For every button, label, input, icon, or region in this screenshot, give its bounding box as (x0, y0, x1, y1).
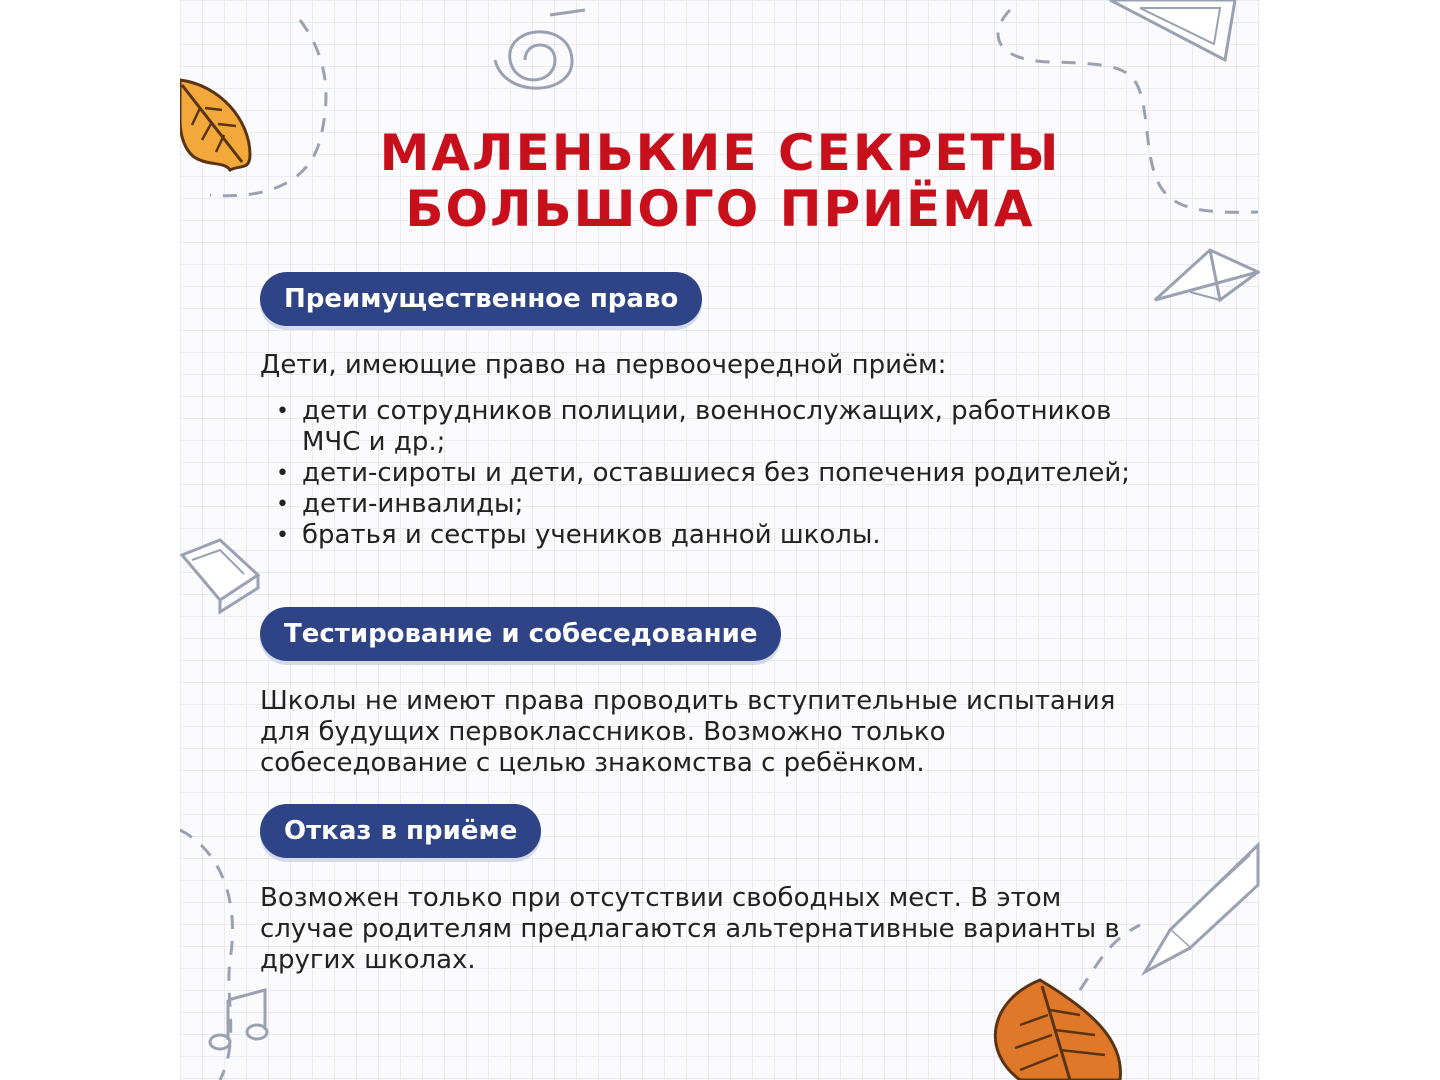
list-item: • дети-сироты и дети, оставшиеся без попечения родителей; (260, 458, 1160, 489)
music-note-icon (210, 990, 267, 1049)
spiral-icon (495, 10, 585, 88)
leaf-icon (995, 980, 1120, 1080)
dashed-path (180, 830, 233, 1080)
page-title-line-1: МАЛЕНЬКИЕ СЕКРЕТЫ (379, 124, 1061, 182)
pencil-icon (1145, 845, 1258, 972)
list-item: • дети-инвалиды; (260, 489, 1160, 520)
section-intro: Дети, имеющие право на первоочередной приём: (260, 350, 947, 380)
section-heading-testing: Тестирование и собеседование (260, 607, 781, 661)
priority-list (260, 396, 1160, 551)
section-text-testing: Школы не имеют права проводить вступительные испытания для будущих первоклассников. Возможно только собеседование с целью знакомства с ребёнком. (260, 686, 1116, 778)
paper-plane-icon (1155, 250, 1258, 300)
section-heading-refusal: Отказ в приёме (260, 804, 541, 858)
triangle-ruler-icon (1110, 0, 1235, 60)
list-item: • дети сотрудников полиции, военнослужащих, работников МЧС и др.; (260, 396, 1160, 458)
book-icon (182, 540, 258, 612)
info-card (180, 0, 1260, 1080)
page-title-line-2: БОЛЬШОГО ПРИЁМА (405, 180, 1035, 238)
list-item: • братья и сестры учеников данной школы. (260, 520, 1160, 551)
section-heading-priority-right: Преимущественное право (260, 272, 702, 326)
dashed-path (998, 10, 1258, 212)
section-text-refusal: Возможен только при отсутствии свободных мест. В этом случае родителям предлагаются альтернативные варианты в других школах. (260, 883, 1120, 975)
